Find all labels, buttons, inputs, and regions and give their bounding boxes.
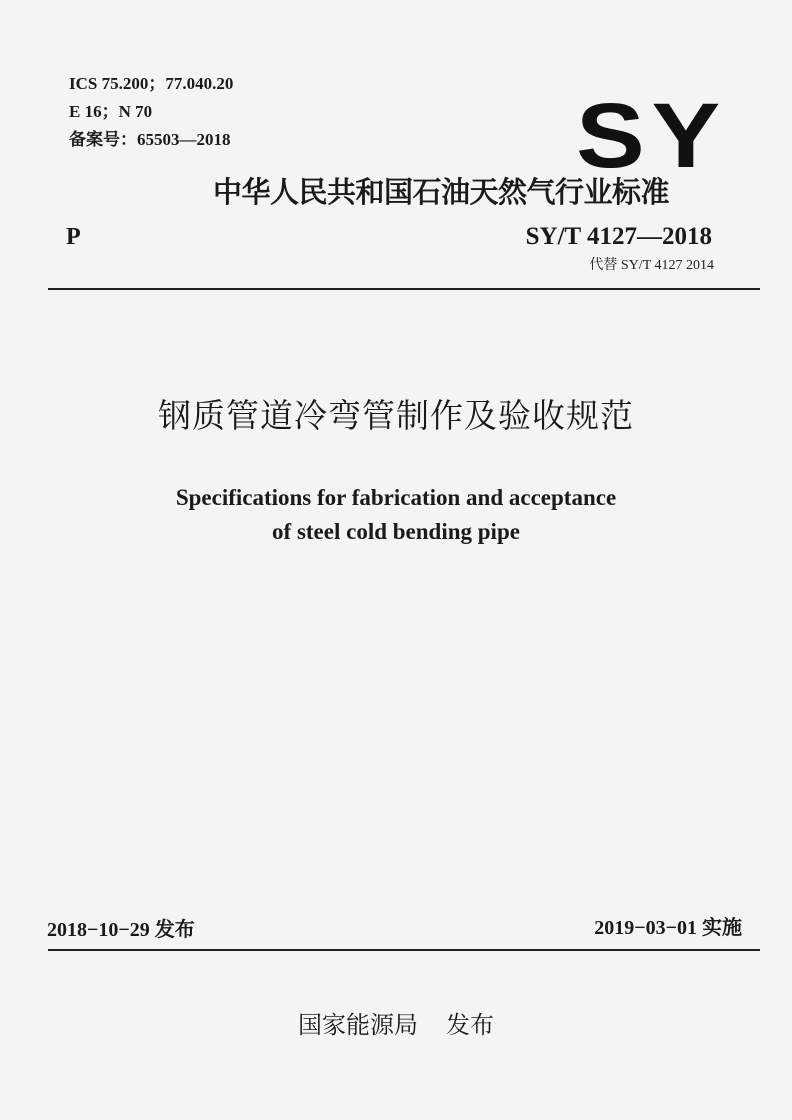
category-code: P — [66, 224, 81, 250]
bottom-divider — [48, 949, 760, 951]
standard-number: SY/T 4127—2018 — [525, 223, 712, 250]
replaces-standard: 代替 SY/T 4127 2014 — [589, 258, 714, 273]
title-english-line-2: of steel cold bending pipe — [272, 519, 520, 544]
industry-standard-heading: 中华人民共和国石油天然气行业标准 — [213, 175, 670, 209]
ics-code: ICS 75.200；77.040.20 — [69, 74, 234, 93]
issue-date: 2018−10−29 发布 — [47, 919, 195, 941]
issuer-action: 发布 — [446, 1011, 494, 1039]
ccs-code: E 16；N 70 — [69, 102, 153, 121]
issuer-name: 国家能源局 — [298, 1011, 418, 1039]
sy-logo: SY — [576, 85, 727, 187]
implementation-date: 2019−03−01 实施 — [594, 917, 742, 939]
issuer-line — [0, 1008, 792, 1042]
title-english-line-1: Specifications for fabrication and acceptance — [175, 485, 617, 510]
top-divider — [48, 288, 760, 290]
filing-number: 备案号：65503—2018 — [69, 130, 231, 149]
title-chinese: 钢质管道冷弯管制作及验收规范 — [158, 396, 634, 435]
